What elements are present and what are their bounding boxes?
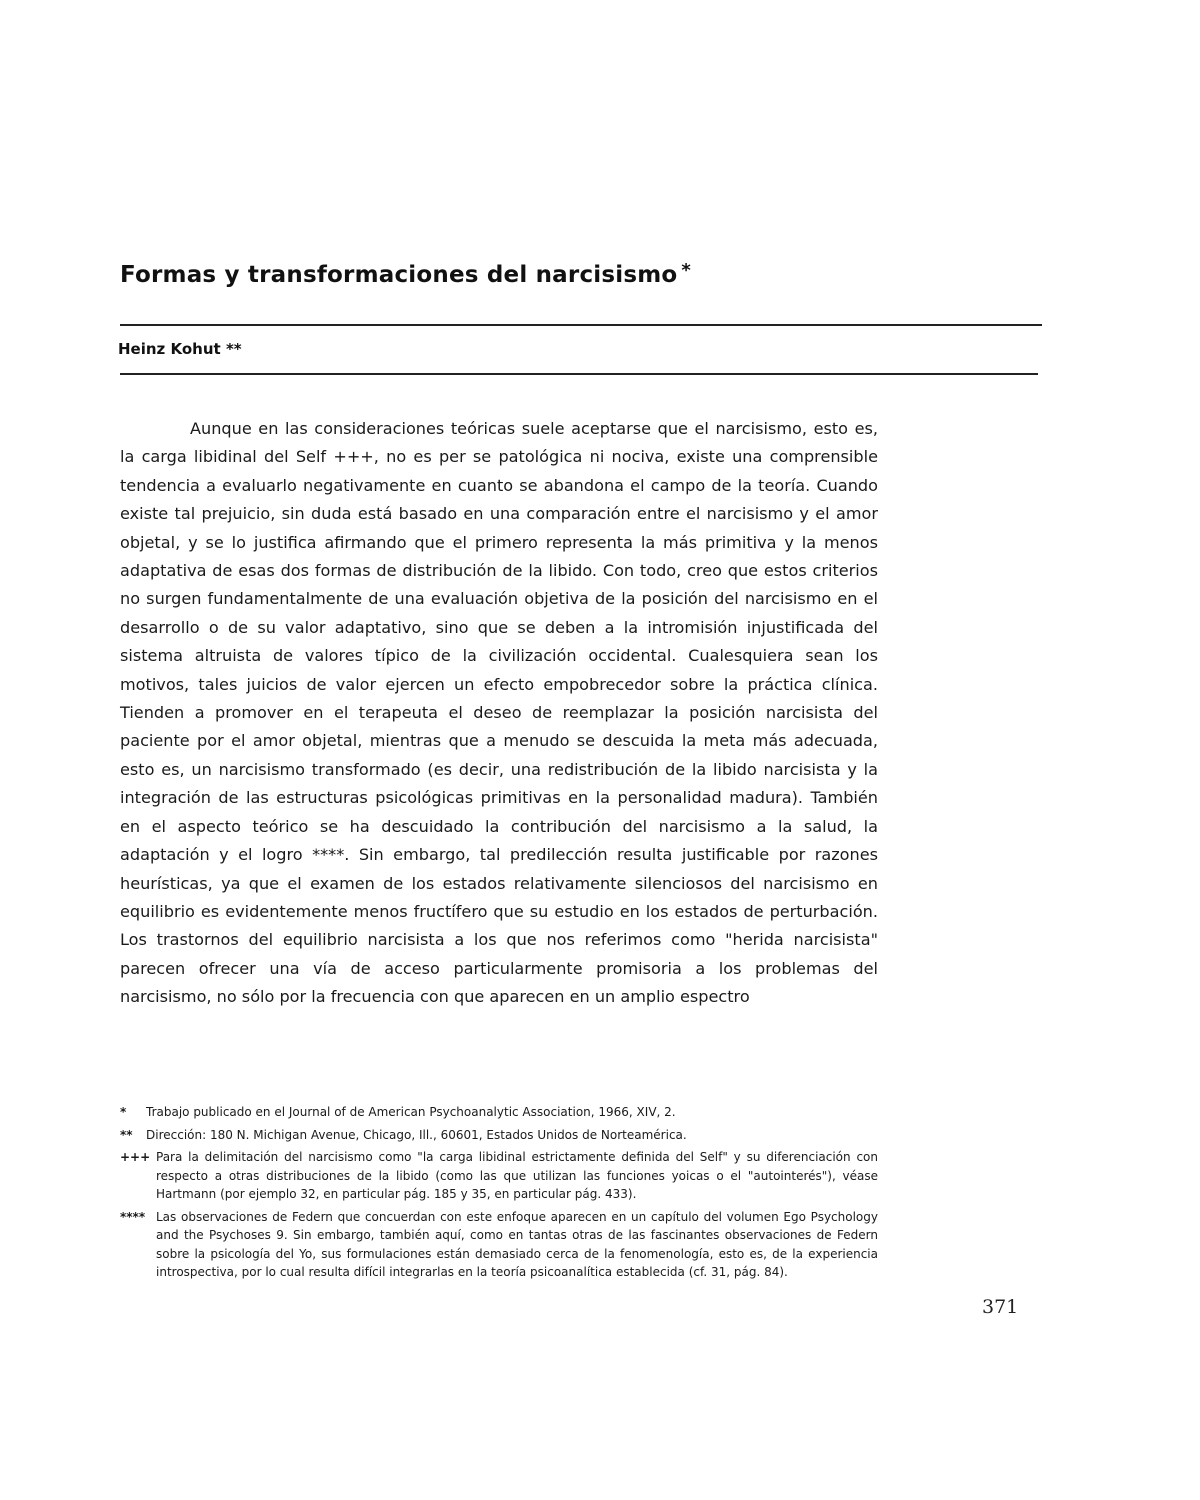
page-number: 371 xyxy=(982,1296,1019,1318)
footnote xyxy=(120,1103,878,1122)
footnote xyxy=(120,1148,878,1204)
body-paragraph: Aunque en las consideraciones teóricas suele aceptarse que el narcisismo, esto es, la carga libidinal del Self +++, no es per se patológica ni nociva, existe una comprensible tendencia a evaluarlo negativamente en cuanto se abandona el campo de la teoría. Cuando existe tal prejuicio, sin duda está basado en una comparación entre el narcisismo y el amor objetal, y se lo justifica afirmando que el primero representa la más primitiva y la menos adaptativa de esas dos formas de distribución de la libido. Con todo, creo que estos criterios no surgen fundamentalmente de una evaluación objetiva de la posición del narcisismo en el desarrollo o de su valor adaptativo, sino que se deben a la intromisión injustificada del sistema altruista de valores típico de la civilización occidental. Cualesquiera sean los motivos, tales juicios de valor ejercen un efecto empobrecedor sobre la práctica clínica. Tienden a promover en el terapeuta el deseo de reemplazar la posición narcisista del paciente por el amor objetal, mientras que a menudo se descuida la meta más adecuada, esto es, un narcisismo transformado (es decir, una redistribución de la libido narcisista y la integración de las estructuras psicológicas primitivas en la personalidad madura). También en el aspecto teórico se ha descuidado la contribución del narcisismo a la salud, la adaptación y el logro ****. Sin embargo, tal predilección resulta justificable por razones heurísticas, ya que el examen de los estados relativamente silenciosos del narcisismo en equilibrio es evidentemente menos fructífero que su estudio en los estados de perturbación. Los trastornos del equilibrio narcisista a los que nos referimos como "herida narcisista" parecen ofrecer una vía de acceso particularmente promisoria a los problemas del narcisismo, no sólo por la frecuencia con que aparecen en un amplio espectro xyxy=(120,419,878,1007)
footnote-text: Dirección: 180 N. Michigan Avenue, Chicago, Ill., 60601, Estados Unidos de Norteamérica. xyxy=(146,1127,687,1142)
footnote xyxy=(120,1208,878,1282)
author-rule xyxy=(120,373,1038,375)
footnote-text: Las observaciones de Federn que concuerdan con este enfoque aparecen en un capítulo del volumen Ego Psychology and the Psychoses 9. Sin embargo, también aquí, como en tantas otras de las fascinantes observaciones de Federn sobre la psicología del Yo, sus formulaciones están demasiado cerca de la fenomenología, esto es, de la experiencia introspectiva, por lo cual resulta difícil integrarlas en la teoría psicoanalítica establecida (cf. 31, pág. 84). xyxy=(156,1209,878,1279)
author-footnote-mark: ** xyxy=(225,340,242,358)
title-footnote-mark: * xyxy=(681,260,692,281)
footnote-text: Para la delimitación del narcisismo como "la carga libidinal estrictamente definida del Self" y su diferenciación con respecto a otras distribuciones de la libido (como las que utilizan las funciones yoicas o el "autointerés"), véase Hartmann (por ejemplo 32, en particular pág. 185 y 35, en particular pág. 433). xyxy=(156,1150,878,1201)
footnote-mark: **** xyxy=(120,1209,146,1224)
footnote-mark: +++ xyxy=(120,1150,151,1164)
author-name: Heinz Kohut xyxy=(118,340,221,358)
article-title xyxy=(120,262,691,288)
footnote-mark: * xyxy=(120,1105,127,1119)
footnote xyxy=(120,1126,878,1145)
article-title-text: Formas y transformaciones del narcisismo xyxy=(120,262,678,288)
author-line xyxy=(118,340,242,358)
footnote-text: Trabajo publicado en el Journal of de American Psychoanalytic Association, 1966, XIV, 2. xyxy=(146,1105,676,1119)
footnote-mark: ** xyxy=(120,1127,133,1142)
footnotes xyxy=(120,1103,878,1286)
title-rule xyxy=(120,324,1042,326)
